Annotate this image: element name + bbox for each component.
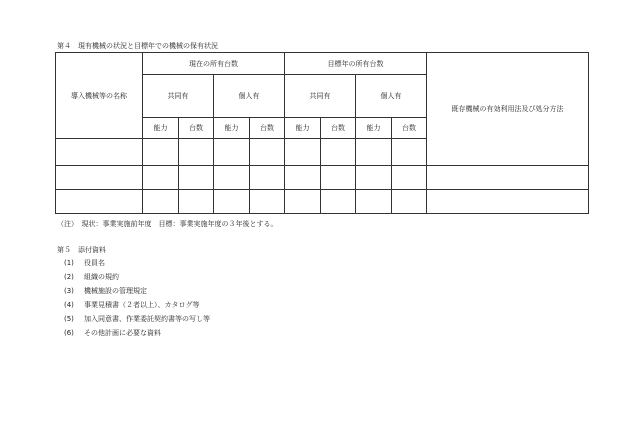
header-capacity: 能力	[285, 118, 321, 139]
table-cell	[392, 166, 427, 190]
header-target-count: 目標年の所有台数	[285, 53, 427, 75]
table-cell	[285, 139, 321, 166]
table-cell	[285, 190, 321, 214]
table-cell	[392, 139, 427, 166]
table-cell	[321, 190, 356, 214]
header-capacity: 能力	[214, 118, 250, 139]
section-5-title: 第５ 添付資料	[57, 246, 106, 254]
list-item-number: (1)	[64, 259, 74, 267]
table-cell	[250, 190, 285, 214]
header-current-shared: 共同有	[143, 75, 214, 118]
header-target-individual: 個人有	[356, 75, 427, 118]
table-cell	[250, 166, 285, 190]
list-item	[64, 300, 200, 310]
header-count: 台数	[250, 118, 285, 139]
table-cell	[427, 166, 589, 190]
header-target-shared: 共同有	[285, 75, 356, 118]
list-item	[64, 258, 105, 268]
list-item	[64, 286, 147, 296]
section-4-title: 第４ 現有機械の状況と目標年での機械の保有状況	[57, 42, 218, 50]
table-cell	[392, 190, 427, 214]
header-count: 台数	[321, 118, 356, 139]
header-count: 台数	[392, 118, 427, 139]
table-cell	[143, 166, 179, 190]
list-item-text: 組織の規約	[84, 273, 119, 281]
list-item-text: 役員名	[84, 259, 105, 267]
list-item-text: 機械施設の管理規定	[84, 287, 147, 295]
header-current-individual: 個人有	[214, 75, 285, 118]
table-cell	[179, 139, 214, 166]
list-item-number: (4)	[64, 301, 74, 309]
machine-status-table	[55, 52, 589, 214]
list-item	[64, 314, 210, 324]
table-cell	[56, 190, 143, 214]
table-cell	[250, 139, 285, 166]
table-cell	[143, 139, 179, 166]
header-machine-name: 導入機械等の名称	[56, 53, 143, 139]
list-item-number: (5)	[64, 315, 74, 323]
table-cell	[427, 190, 589, 214]
table-cell	[321, 139, 356, 166]
list-item-number: (3)	[64, 287, 74, 295]
header-existing-machine-usage: 既存機械の有効利用法及び処分方法	[427, 53, 589, 166]
list-item-number: (6)	[64, 329, 74, 337]
table-cell	[356, 190, 392, 214]
table-cell	[214, 139, 250, 166]
table-note: （注） 現状：事業実施前年度 目標：事業実施年度の３年後とする。	[57, 220, 278, 228]
list-item	[64, 272, 119, 282]
header-count: 台数	[179, 118, 214, 139]
list-item-text: 加入同意書、作業委託契約書等の写し等	[84, 315, 210, 323]
table-cell	[179, 166, 214, 190]
table-cell	[214, 190, 250, 214]
table-cell	[321, 166, 356, 190]
list-item	[64, 328, 161, 338]
table-cell	[56, 166, 143, 190]
list-item-text: その他計画に必要な資料	[84, 329, 161, 337]
table-cell	[285, 166, 321, 190]
header-capacity: 能力	[356, 118, 392, 139]
table-cell	[179, 190, 214, 214]
list-item-text: 事業見積書（２者以上）、カタログ等	[84, 301, 200, 309]
table-cell	[356, 166, 392, 190]
table-cell	[214, 166, 250, 190]
header-capacity: 能力	[143, 118, 179, 139]
header-current-count: 現在の所有台数	[143, 53, 285, 75]
table-cell	[56, 139, 143, 166]
table-cell	[143, 190, 179, 214]
list-item-number: (2)	[64, 273, 74, 281]
table-cell	[356, 139, 392, 166]
